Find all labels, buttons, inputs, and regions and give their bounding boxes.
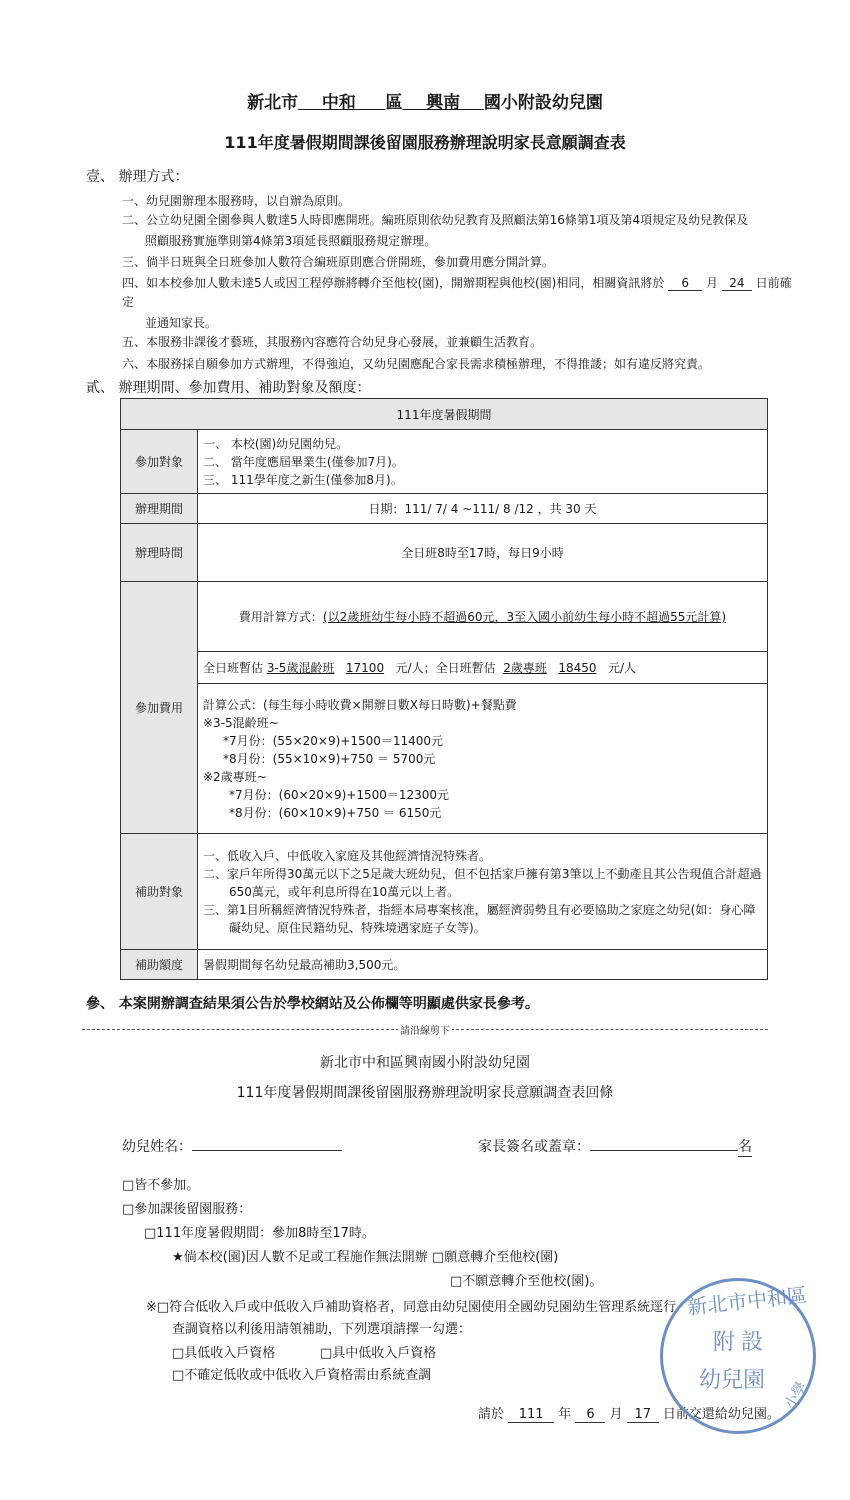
fee-estimate-class1: 3-5歲混齡班 xyxy=(266,661,335,675)
option-join[interactable]: □參加課後留園服務： xyxy=(122,1202,252,1217)
section3-heading: 參、 本案開辦調查結果須公告於學校網站及公佈欄等明顯處供家長參考。 xyxy=(86,996,539,1012)
cut-line-text: 請沿線剪下 xyxy=(400,1026,450,1037)
participants-label: 參加對象 xyxy=(121,430,198,494)
return-year: 111 xyxy=(508,1407,554,1423)
fee-formula-line: ※3-5混齡班~ xyxy=(203,715,279,730)
child-name-field[interactable] xyxy=(192,1136,342,1151)
option-transfer-yes[interactable]: ★倘本校(園)因人數不足或工程施作無法開辦 □願意轉介至他校(園) xyxy=(172,1250,559,1265)
reply-title: 新北市中和區興南國小附設幼兒園 xyxy=(320,1055,530,1071)
participant-item: 二、 當年度應屆畢業生(僅參加7月)。 xyxy=(203,454,404,469)
seal-center-text: 幼兒園 xyxy=(699,1368,766,1393)
page-title xyxy=(0,88,850,113)
title-city: 新北市 xyxy=(247,93,299,113)
section1-item-4 xyxy=(122,274,792,291)
fee-estimate-text: 元/人 xyxy=(607,661,637,675)
amount-value: 暑假期間每名幼兒最高補助3,500元。 xyxy=(198,950,768,980)
fee-method-text: (以2歲班幼生每小時不超過60元，3至入國小前幼生每小時不超過55元計算) xyxy=(322,610,727,624)
child-name-row xyxy=(122,1136,342,1156)
seal-center-text: 附設 xyxy=(713,1330,770,1355)
parent-sign-row xyxy=(478,1136,752,1157)
section1-item-4-text: 四、如本校參加人數未達5人或因工程停辦將轉介至他校(園)，開辦期程與他校(園)相同，相關資訊將於 xyxy=(122,276,665,290)
option-low-income-consent[interactable]: ※□符合低收入戶或中低收入戶補助資格者，同意由幼兒園使用全國幼兒園幼生管理系統逕行 xyxy=(146,1300,677,1315)
seal-ring-text: 新北市中和區 xyxy=(686,1282,809,1320)
option-not-join[interactable]: □皆不參加。 xyxy=(122,1178,200,1193)
page-subtitle: 111年度暑假期間課後留園服務辦理說明家長意願調查表 xyxy=(224,133,626,152)
fee-formula-line: *8月份：(60×10×9)+750 ＝ 6150元 xyxy=(229,805,442,820)
fee-estimate-amount1: 17100 xyxy=(345,661,385,675)
confirm-month: 6 xyxy=(668,276,702,291)
time-value: 全日班8時至17時，每日9小時 xyxy=(198,524,768,582)
low-income-note: 查調資格以利後用請領補助，下列選項請擇一勾選： xyxy=(172,1322,472,1337)
option-uncertain-income[interactable]: □不確定低收或中低收入戶資格需由系統查調 xyxy=(172,1368,432,1383)
subsidy-item: 650萬元，或年利息所得在10萬元以上者。 xyxy=(229,884,460,899)
confirm-month-label: 月 xyxy=(706,276,719,290)
section2-heading: 貳、 辦理期間、參加費用、補助對象及額度： xyxy=(86,380,371,396)
fee-estimate-class2: 2歲專班 xyxy=(503,661,547,675)
parent-sign-suffix: 名 xyxy=(738,1136,752,1157)
table-header: 111年度暑假期間 xyxy=(121,399,768,430)
section1-item: 照顧服務實施準則第4條第3項延長照顧服務規定辦理。 xyxy=(145,234,437,248)
school-seal xyxy=(660,1278,816,1434)
seal-side-text: 小學 xyxy=(781,1379,810,1412)
participant-item: 三、 111學年度之新生(僅參加8月)。 xyxy=(203,472,403,487)
parent-sign-field[interactable] xyxy=(590,1136,738,1151)
subsidy-label: 補助對象 xyxy=(121,834,198,950)
fee-formula-line: 計算公式：(每生每小時收費×開辦日數X每日時數)+餐點費 xyxy=(203,697,517,712)
participants-cell xyxy=(198,430,768,494)
fee-estimate-text: 元/人；全日班暫估 xyxy=(395,661,496,675)
subsidy-item: 三、第1目所稱經濟情況特殊者，指經本局專案核准，屬經濟弱勢且有必要協助之家庭之幼兒(如：身心障 xyxy=(203,902,756,917)
section1-item: 六、本服務採自願參加方式辦理，不得強迫，又幼兒園應配合家長需求積極辦理，不得推諉；如有違反將究責。 xyxy=(122,357,711,371)
fee-formula-line: ※2歲專班~ xyxy=(203,769,267,784)
time-label: 辦理時間 xyxy=(121,524,198,582)
child-name-label: 幼兒姓名： xyxy=(122,1139,192,1155)
period-value: 日期：111/ 7/ 4 ~111/ 8 /12 ，共 30 天 xyxy=(198,494,768,524)
participant-item: 一、 本校(園)幼兒園幼兒。 xyxy=(203,436,349,451)
confirm-day-label: 日前確 xyxy=(755,276,792,290)
title-district: 中和 xyxy=(321,93,356,113)
fee-estimate xyxy=(198,652,768,684)
fee-formula-line: *8月份：(55×10×9)+750 ＝ 5700元 xyxy=(223,751,436,766)
return-text: 請於 xyxy=(478,1407,505,1422)
section1-item: 二、公立幼兒園全園參與人數達5人時即應開班。編班原則依幼兒教育及照顧法第16條第1項及第4項規定及幼兒教保及 xyxy=(122,213,749,227)
fee-formula xyxy=(198,684,768,834)
fee-label: 參加費用 xyxy=(121,582,198,834)
return-text: 年 xyxy=(558,1407,572,1422)
option-mid-low-income[interactable]: □具中低收入戶資格 xyxy=(320,1346,437,1361)
fee-method-prefix: 費用計算方式： xyxy=(238,610,323,624)
program-table xyxy=(120,398,768,980)
section1-item: 五、本服務非課後才藝班，其服務內容應符合幼兒身心發展，並兼顧生活教育。 xyxy=(122,335,543,349)
return-text: 月 xyxy=(609,1407,623,1422)
fee-estimate-text: 全日班暫估 xyxy=(203,661,264,675)
fee-estimate-amount2: 18450 xyxy=(558,661,597,675)
amount-label: 補助額度 xyxy=(121,950,198,980)
title-school: 興南 xyxy=(426,93,461,113)
return-text: 日前交還給幼兒園。 xyxy=(662,1407,780,1422)
fee-method xyxy=(198,582,768,652)
subsidy-item: 一、低收入戶、中低收入家庭及其他經濟情況特殊者。 xyxy=(203,848,492,863)
option-low-income[interactable]: □具低收入戶資格 xyxy=(172,1346,276,1361)
confirm-day: 24 xyxy=(722,276,752,291)
reply-subtitle: 111年度暑假期間課後留園服務辦理說明家長意願調查表回條 xyxy=(236,1085,614,1101)
parent-sign-label: 家長簽名或蓋章： xyxy=(478,1139,590,1155)
subsidy-item: 礙幼兒、原住民籍幼兒、特殊境遇家庭子女等)。 xyxy=(229,920,486,935)
period-label: 辦理期間 xyxy=(121,494,198,524)
cut-line-label xyxy=(82,1022,768,1037)
title-district-suffix: 區 xyxy=(385,93,403,113)
section1-item: 三、倘半日班與全日班參加人數符合編班原則應合併開班，參加費用應分開計算。 xyxy=(122,255,555,269)
section1-heading: 壹、 辦理方式： xyxy=(86,169,189,185)
return-month: 6 xyxy=(575,1407,605,1423)
section1-item: 定 xyxy=(122,295,135,309)
fee-formula-line: *7月份：(55×20×9)+1500＝11400元 xyxy=(223,733,444,748)
option-summer[interactable]: □111年度暑假期間：參加8時至17時。 xyxy=(144,1226,375,1241)
return-day: 17 xyxy=(627,1407,659,1423)
fee-formula-line: *7月份：(60×20×9)+1500＝12300元 xyxy=(229,787,450,802)
title-school-suffix: 國小附設幼兒園 xyxy=(483,93,603,113)
subsidy-item: 二、家戶年所得30萬元以下之5足歲大班幼兒，但不包括家戶擁有第3筆以上不動產且其公告現值合計超過 xyxy=(203,866,762,881)
option-transfer-no[interactable]: □不願意轉介至他校(園)。 xyxy=(450,1274,603,1289)
section1-item: 一、幼兒園辦理本服務時，以自辦為原則。 xyxy=(122,194,351,208)
subsidy-cell xyxy=(198,834,768,950)
section1-item: 並通知家長。 xyxy=(145,316,218,330)
